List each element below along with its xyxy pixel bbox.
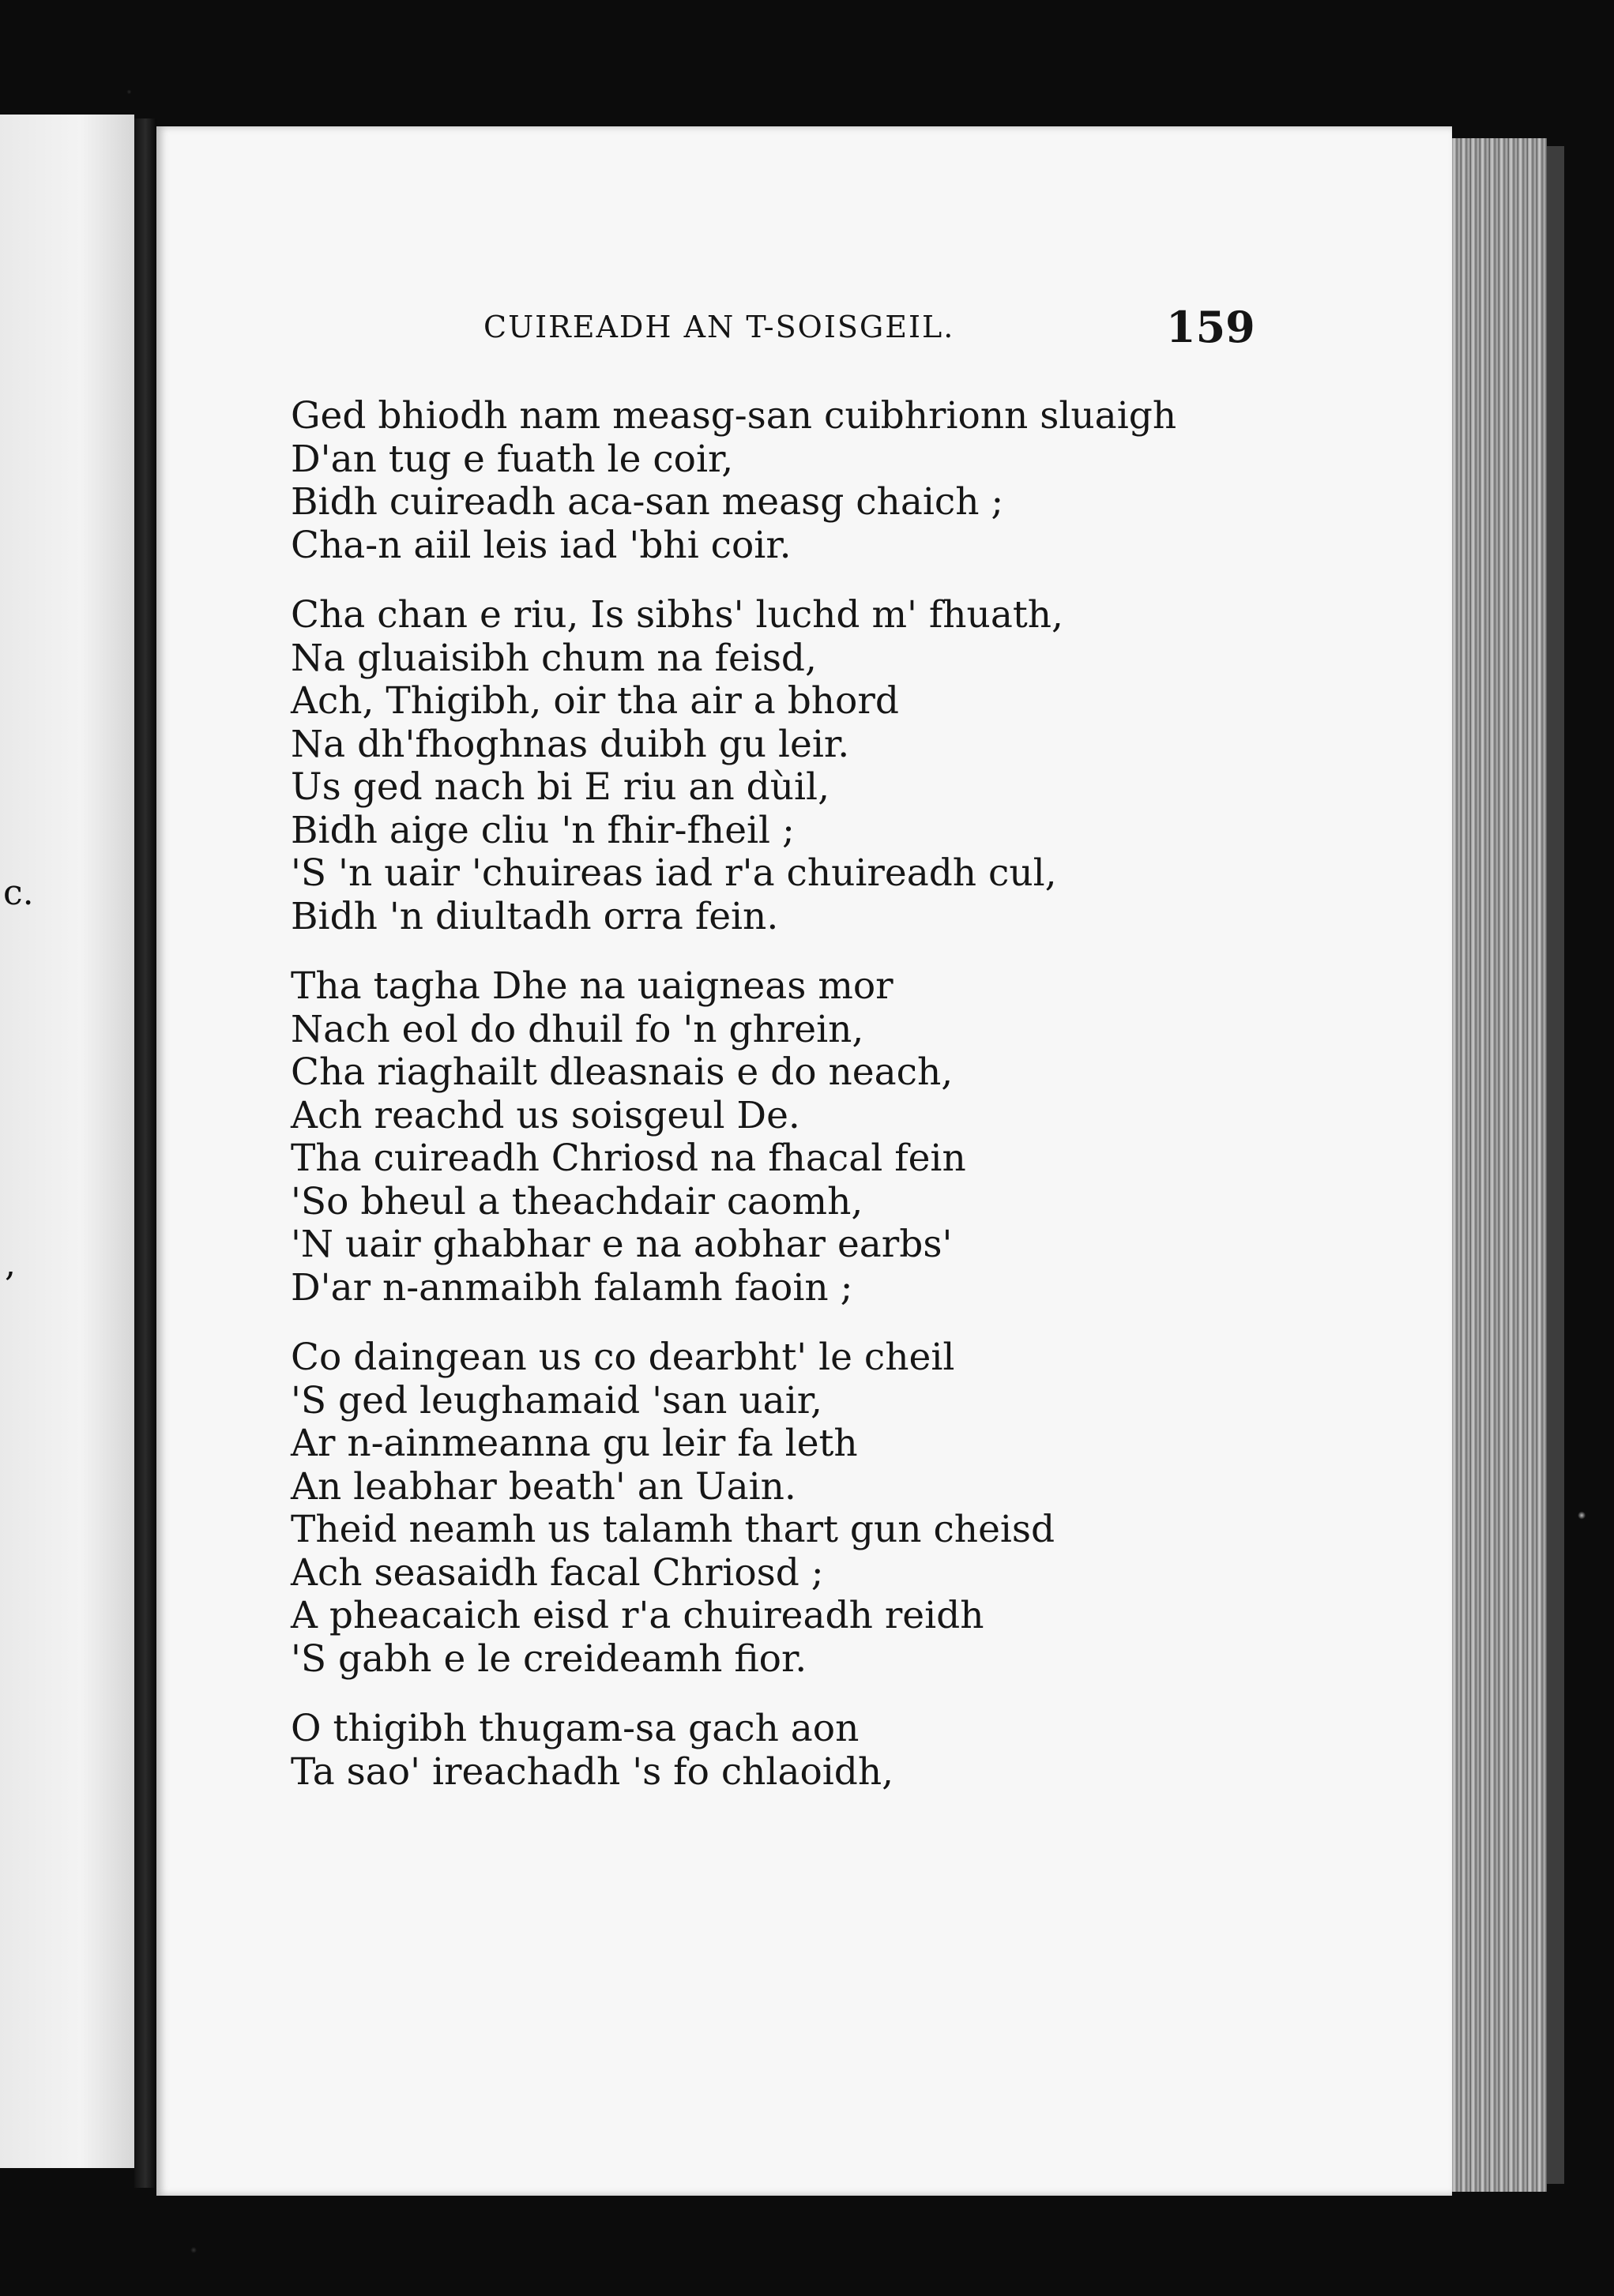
book-cover-edge — [1547, 146, 1564, 2184]
verse-line: 'So bheul a theachdair caomh, — [291, 1179, 863, 1223]
verse-line: Bidh cuireadh aca-san measg chaich ; — [291, 480, 1004, 524]
stanza — [291, 594, 1413, 938]
verse-line: An leabhar beath' an Uain. — [291, 1464, 796, 1509]
stanza — [291, 395, 1413, 567]
verse-line: D'an tug e fuath le coir, — [291, 437, 734, 481]
verse-line: Bidh 'n diultadh orra fein. — [291, 894, 779, 938]
verse-line: Ach reachd us soisgeul De. — [291, 1093, 800, 1137]
left-page-fragment: , — [5, 1244, 16, 1284]
verse-line: Tha cuireadh Chriosd na fhacal fein — [291, 1137, 966, 1180]
verse-line: Cha-n aiil leis iad 'bhi coir. — [291, 523, 792, 567]
stanza — [291, 1708, 1413, 1794]
verse-line: Tha tagha Dhe na uaigneas mor — [291, 964, 894, 1008]
verse-line: A pheacaich eisd r'a chuireadh reidh — [291, 1594, 984, 1637]
verse-line: 'S ged leughamaid 'san uair, — [291, 1378, 822, 1422]
verse-line: Ged bhiodh nam measg-san cuibhrionn sluaigh — [291, 394, 1177, 438]
facing-page-left — [0, 115, 134, 2168]
verse-line: Cha riaghailt dleasnais e do neach, — [291, 1050, 954, 1094]
verse-line: Na gluaisibh chum na feisd, — [291, 636, 817, 680]
stanza — [291, 1336, 1413, 1681]
verse-line: Ach seasaidh facal Chriosd ; — [291, 1550, 824, 1595]
verse-line: Ar n-ainmeanna gu leir fa leth — [291, 1422, 858, 1465]
stanza — [291, 965, 1413, 1310]
verse-line: Na dh'fhoghnas duibh gu leir. — [291, 722, 850, 766]
verse-line: Cha chan e riu, Is sibhs' luchd m' fhuath, — [291, 593, 1063, 637]
verse-line: Bidh aige cliu 'n fhir-fheil ; — [291, 808, 795, 852]
page-number: 159 — [1166, 302, 1255, 352]
verse-line: Ach, Thigibh, oir tha air a bhord — [291, 679, 899, 723]
poem-text — [291, 395, 1413, 1821]
verse-line: Us ged nach bi E riu an dùil, — [291, 765, 830, 809]
running-head: CUIREADH AN T-SOISGEIL. — [483, 310, 955, 344]
verse-line: Co daingean us co dearbht' le cheil — [291, 1336, 955, 1379]
verse-line: 'S 'n uair 'chuireas iad r'a chuireadh cul, — [291, 851, 1057, 895]
verse-line: D'ar n-anmaibh falamh faoin ; — [291, 1265, 853, 1310]
verse-line: Ta sao' ireachadh 's fo chlaoidh, — [291, 1749, 894, 1794]
page-fore-edge — [1452, 138, 1547, 2192]
verse-line: O thigibh thugam-sa gach aon — [291, 1707, 860, 1750]
verse-line: 'S gabh e le creideamh fior. — [291, 1637, 807, 1681]
verse-line: 'N uair ghabhar e na aobhar earbs' — [291, 1223, 953, 1266]
verse-line: Nach eol do dhuil fo 'n ghrein, — [291, 1007, 864, 1051]
book-gutter — [134, 118, 156, 2188]
verse-line: Theid neamh us talamh thart gun cheisd — [291, 1508, 1055, 1551]
left-page-fragment: c. — [3, 873, 34, 913]
